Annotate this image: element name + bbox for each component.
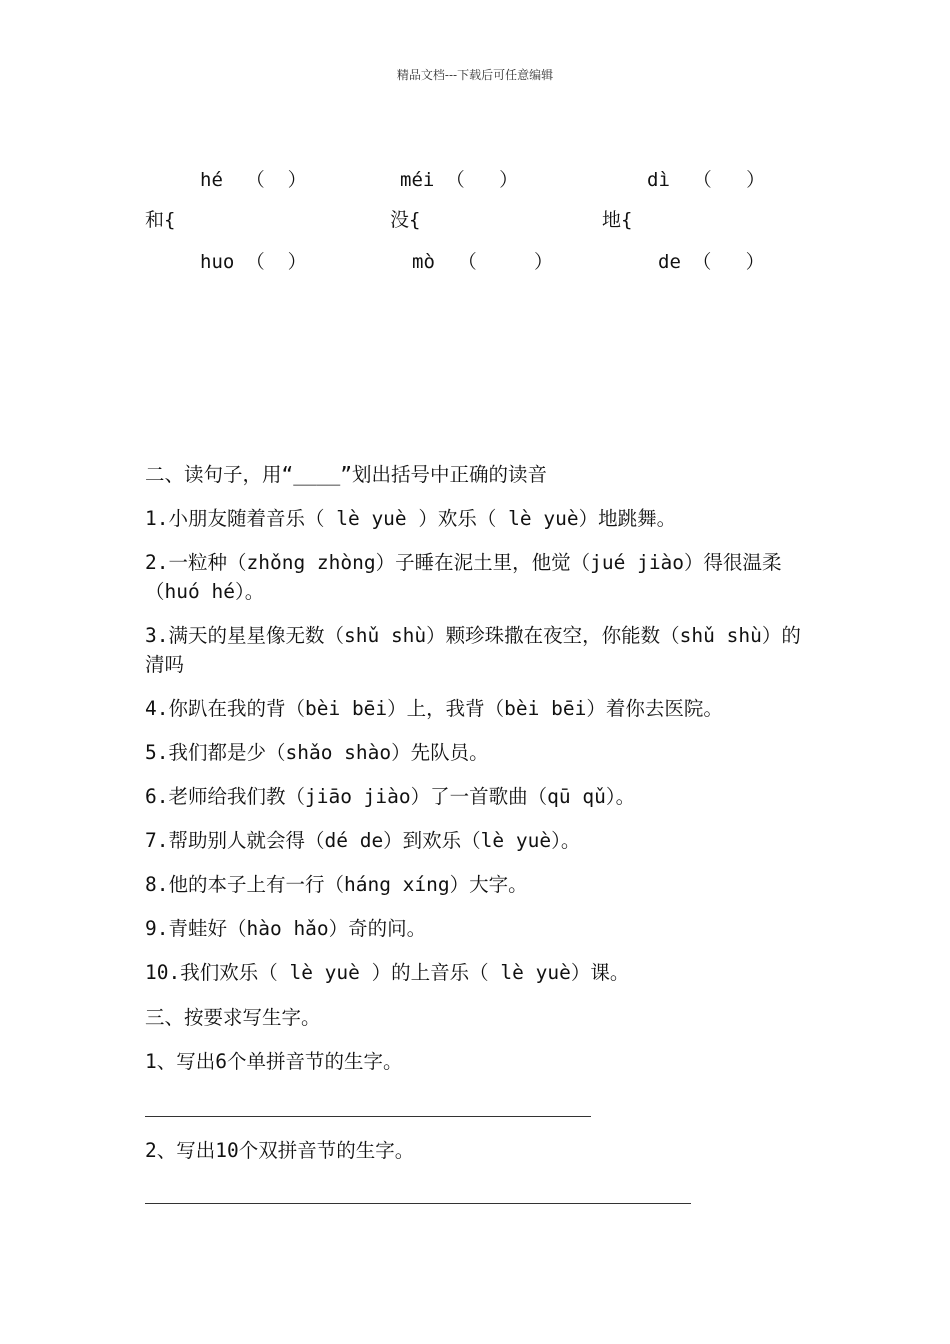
sentence-6: 6.老师给我们教（jiāo jiào）了一首歌曲（qū qǔ）。: [145, 785, 636, 808]
pinyin-bottom: huo （ ）: [200, 251, 307, 273]
answer-line-2[interactable]: [145, 1203, 691, 1204]
sentence-4: 4.你趴在我的背（bèi bēi）上，我背（bèi bēi）着你去医院。: [145, 697, 723, 720]
question-2: 2、写出10个双拼音节的生字。: [145, 1139, 415, 1162]
sentence-9: 9.青蛙好（hào hǎo）奇的问。: [145, 917, 427, 940]
section3-title: 三、按要求写生字。: [145, 1006, 321, 1029]
character: 没{: [390, 209, 421, 231]
sentence-1: 1.小朋友随着音乐（ lè yuè ）欢乐（ lè yuè）地跳舞。: [145, 507, 677, 530]
character: 和{: [145, 209, 176, 231]
pinyin-bottom: de （ ）: [658, 251, 765, 273]
pinyin-top: dì （ ）: [647, 169, 766, 191]
sentence-10: 10.我们欢乐（ lè yuè ）的上音乐（ lè yuè）课。: [145, 961, 630, 984]
sentence-3: 3.满天的星星像无数（shǔ shù）颗珍珠撒在夜空，你能数（shǔ shù）的清吗: [145, 624, 801, 676]
pinyin-top: hé （ ）: [200, 169, 307, 191]
pinyin-top: méi （ ）: [400, 169, 519, 191]
sentence-5: 5.我们都是少（shǎo shào）先队员。: [145, 741, 489, 764]
sentence-8: 8.他的本子上有一行（háng xíng）大字。: [145, 873, 528, 896]
sentence-2: 2.一粒种（zhǒng zhòng）子睡在泥土里，他觉（jué jiào）得很温柔（huó hé）。: [145, 551, 782, 603]
page-header: 精品文档---下载后可任意编辑: [396, 68, 554, 82]
character: 地{: [602, 209, 633, 231]
sentence-7: 7.帮助别人就会得（dé de）到欢乐（lè yuè）。: [145, 829, 581, 852]
question-1: 1、写出6个单拼音节的生字。: [145, 1050, 403, 1073]
pinyin-bottom: mò （ ）: [412, 251, 553, 273]
answer-line-1[interactable]: [145, 1116, 591, 1117]
section2-title: 二、读句子，用“____”划出括号中正确的读音: [145, 463, 547, 486]
